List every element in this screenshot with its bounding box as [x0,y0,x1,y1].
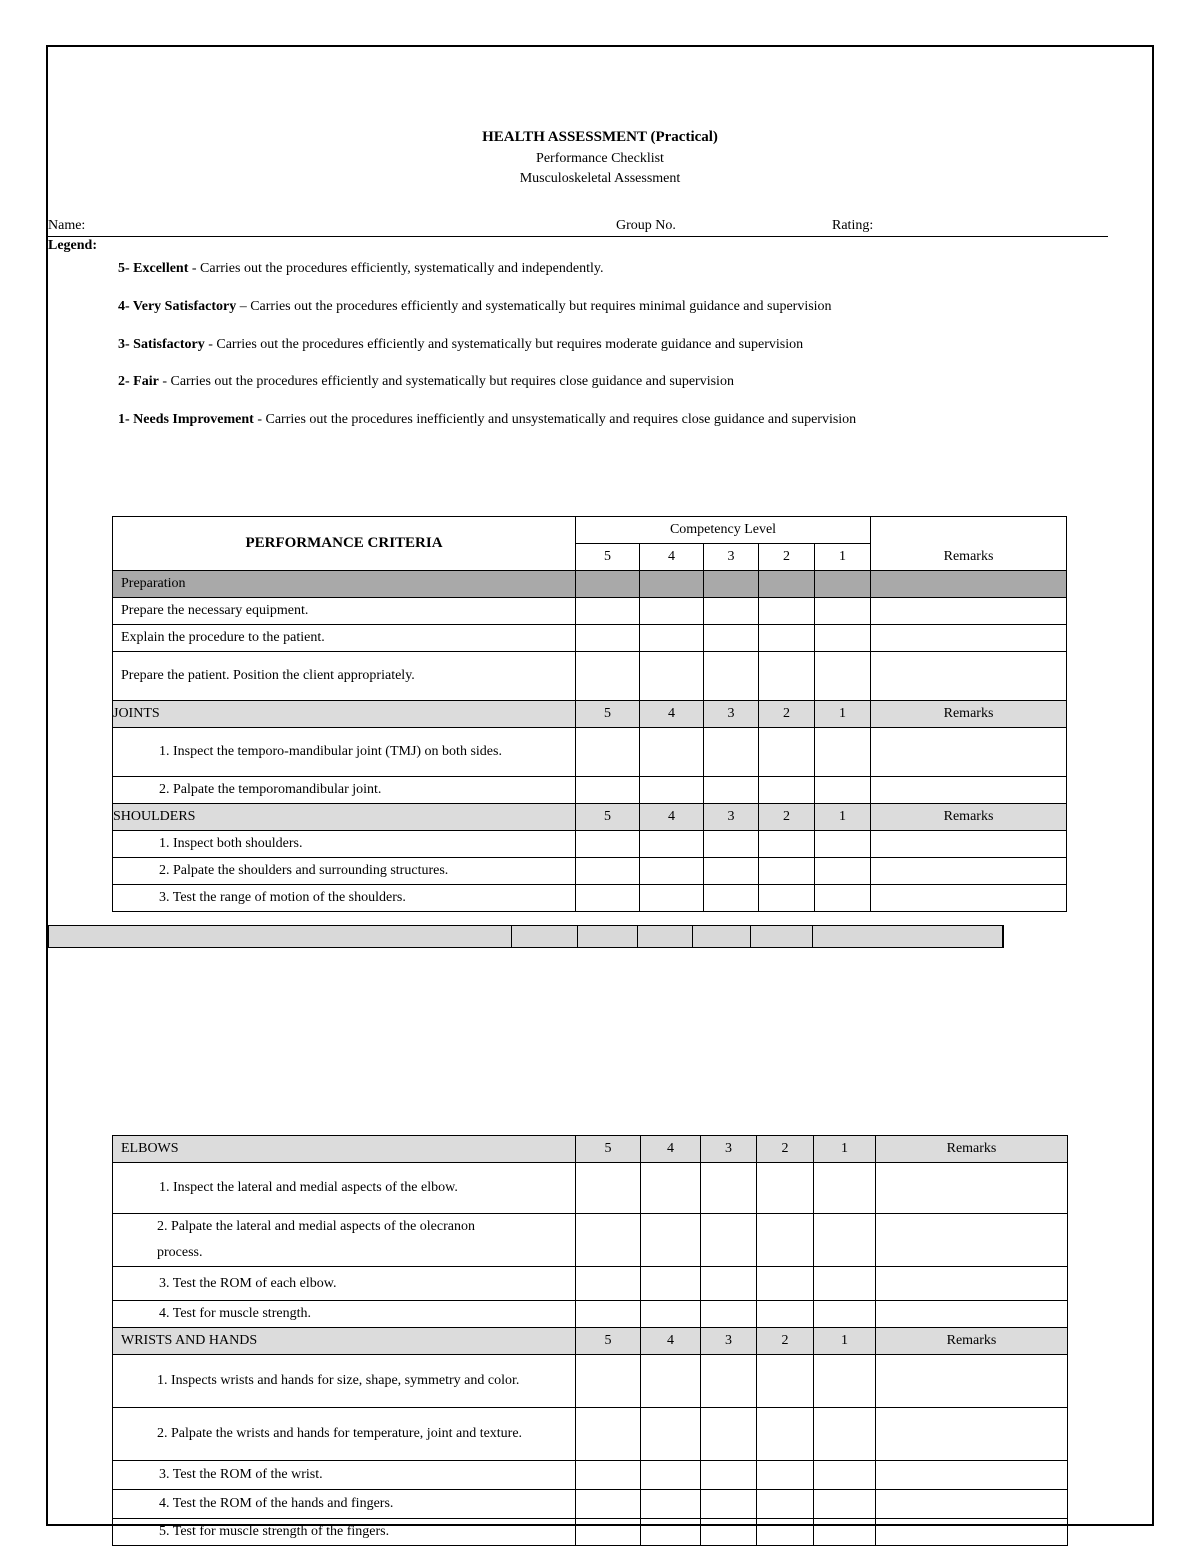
rating-cell[interactable] [576,858,640,885]
table-row [113,1267,1068,1301]
criteria-cell: 3. Test the ROM of the wrist. [113,1461,576,1490]
table-row [113,1355,1068,1408]
rating-cell[interactable] [576,1163,641,1214]
rating-cell[interactable] [576,777,640,804]
rating-cell[interactable] [640,831,704,858]
criteria-cell: 3. Test the ROM of each elbow. [113,1267,576,1301]
rating-cell[interactable] [814,1163,876,1214]
level-header: 4 [640,544,704,571]
rating-cell[interactable] [701,1214,757,1267]
rating-cell[interactable] [640,777,704,804]
table-row [113,1163,1068,1214]
table-row [113,1301,1068,1328]
level-header: 4 [640,701,704,728]
section-shoulders: SHOULDERS [113,804,576,831]
criteria-cell: 1. Inspect both shoulders. [113,831,576,858]
rating-cell[interactable] [814,1461,876,1490]
level-header: 5 [576,1136,641,1163]
checklist-table-2 [112,1135,1068,1546]
rating-cell[interactable] [701,1461,757,1490]
rating-cell[interactable] [815,728,871,777]
remarks-cell[interactable] [871,625,1067,652]
rating-cell[interactable] [704,652,759,701]
rating-cell[interactable] [576,885,640,912]
rating-cell[interactable] [814,1355,876,1408]
level-header: 5 [576,804,640,831]
rating-cell[interactable] [640,885,704,912]
level-header: 1 [815,544,871,571]
rating-cell[interactable] [814,1214,876,1267]
rating-cell[interactable] [757,1490,814,1519]
rating-cell[interactable] [576,652,640,701]
rating-cell[interactable] [814,1519,876,1546]
group-label: Group No. [616,218,676,233]
table-row [113,777,1067,804]
criteria-cell: 2. Palpate the lateral and medial aspects of the olecranon process. [113,1214,576,1267]
level-header: 4 [640,804,704,831]
level-header: 1 [815,701,871,728]
table-row [113,1519,1068,1546]
rating-cell[interactable] [759,598,815,625]
rating-cell[interactable] [704,598,759,625]
rating-cell[interactable] [576,1267,641,1301]
rating-cell[interactable] [641,1461,701,1490]
section-elbows: ELBOWS [113,1136,576,1163]
rating-cell[interactable] [640,652,704,701]
table-row [113,652,1067,701]
rating-cell[interactable] [701,1490,757,1519]
rating-cell[interactable] [641,1490,701,1519]
rating-cell[interactable] [701,1519,757,1546]
document-subtitle: Performance Checklist [536,151,664,166]
criteria-cell: 3. Test the range of motion of the shoulders. [113,885,576,912]
page-break-strip [48,925,1004,948]
remarks-cell[interactable] [871,598,1067,625]
remarks-cell[interactable] [876,1214,1068,1267]
remarks-cell[interactable] [871,777,1067,804]
table-row [113,728,1067,777]
rating-cell[interactable] [704,777,759,804]
rating-cell[interactable] [815,885,871,912]
rating-cell[interactable] [757,1461,814,1490]
remarks-header-blank [871,517,1067,544]
remarks-cell[interactable] [871,831,1067,858]
student-info-line [48,218,1108,237]
rating-cell[interactable] [815,652,871,701]
rating-cell[interactable] [704,625,759,652]
remarks-cell[interactable] [876,1519,1068,1546]
rating-cell[interactable] [759,831,815,858]
rating-cell[interactable] [576,1490,641,1519]
rating-cell[interactable] [701,1301,757,1328]
remarks-header: Remarks [871,701,1067,728]
rating-cell[interactable] [640,728,704,777]
level-header: 3 [704,544,759,571]
remarks-cell[interactable] [871,858,1067,885]
rating-cell[interactable] [759,625,815,652]
criteria-cell: 1. Inspect the temporo-mandibular joint (TMJ) on both sides. [113,728,576,777]
rating-cell[interactable] [641,1267,701,1301]
level-header: 3 [701,1328,757,1355]
level-header: 5 [576,544,640,571]
criteria-cell: 1. Inspects wrists and hands for size, shape, symmetry and color. [113,1355,576,1408]
remarks-cell[interactable] [871,885,1067,912]
remarks-cell[interactable] [876,1461,1068,1490]
rating-cell[interactable] [815,858,871,885]
rating-cell[interactable] [814,1408,876,1461]
rating-cell[interactable] [757,1519,814,1546]
rating-cell[interactable] [576,1214,641,1267]
level-header: 3 [704,804,759,831]
remarks-header: Remarks [871,544,1067,571]
remarks-cell[interactable] [876,1490,1068,1519]
rating-cell[interactable] [704,885,759,912]
rating-cell[interactable] [757,1214,814,1267]
legend-item: 3- Satisfactory - Carries out the procedures efficiently and systematically but requires moderate guidance and supervision [118,337,804,352]
rating-cell[interactable] [701,1163,757,1214]
section-joints: JOINTS [113,701,576,728]
criteria-cell: 4. Test for muscle strength. [113,1301,576,1328]
criteria-cell: 1. Inspect the lateral and medial aspects of the elbow. [113,1163,576,1214]
rating-cell[interactable] [704,858,759,885]
rating-cell[interactable] [704,831,759,858]
rating-cell[interactable] [640,598,704,625]
rating-cell[interactable] [815,598,871,625]
remarks-cell[interactable] [876,1408,1068,1461]
table-row [113,885,1067,912]
rating-cell[interactable] [641,1408,701,1461]
criteria-cell: 2. Palpate the shoulders and surrounding structures. [113,858,576,885]
rating-cell[interactable] [701,1355,757,1408]
rating-cell[interactable] [701,1408,757,1461]
rating-cell[interactable] [757,1408,814,1461]
legend-item: 4- Very Satisfactory – Carries out the procedures efficiently and systematically but requires minimal guidance and supervision [118,299,832,314]
rating-cell[interactable] [814,1301,876,1328]
rating-cell[interactable] [759,885,815,912]
rating-label: Rating: [832,218,874,233]
legend-item: 5- Excellent - Carries out the procedures efficiently, systematically and independently. [118,261,604,276]
table-row [113,831,1067,858]
remarks-cell[interactable] [871,728,1067,777]
table-row [113,1490,1068,1519]
rating-cell[interactable] [815,625,871,652]
remarks-header: Remarks [876,1328,1068,1355]
rating-cell[interactable] [576,1355,641,1408]
level-header: 2 [759,544,815,571]
table-row [113,625,1067,652]
remarks-cell[interactable] [871,652,1067,701]
rating-cell[interactable] [757,1267,814,1301]
rating-cell[interactable] [641,1355,701,1408]
rating-cell[interactable] [759,728,815,777]
remarks-header: Remarks [871,804,1067,831]
document-title: HEALTH ASSESSMENT (Practical) [482,129,718,145]
criteria-cell: Prepare the necessary equipment. [113,598,576,625]
level-header: 1 [814,1136,876,1163]
rating-cell[interactable] [576,831,640,858]
level-header: 3 [704,701,759,728]
criteria-cell: Prepare the patient. Position the client appropriately. [113,652,576,701]
criteria-cell: Explain the procedure to the patient. [113,625,576,652]
rating-cell[interactable] [757,1355,814,1408]
rating-cell[interactable] [576,1519,641,1546]
remarks-header: Remarks [876,1136,1068,1163]
criteria-cell: 2. Palpate the temporomandibular joint. [113,777,576,804]
rating-cell[interactable] [576,598,640,625]
level-header: 1 [815,804,871,831]
rating-cell[interactable] [759,652,815,701]
section-wrists-hands: WRISTS AND HANDS [113,1328,576,1355]
remarks-cell[interactable] [876,1301,1068,1328]
rating-cell[interactable] [576,1461,641,1490]
remarks-cell[interactable] [876,1163,1068,1214]
rating-cell[interactable] [640,858,704,885]
level-header: 2 [757,1136,814,1163]
rating-cell[interactable] [641,1163,701,1214]
table-row [113,1214,1068,1267]
rating-cell[interactable] [757,1163,814,1214]
level-header: 1 [814,1328,876,1355]
rating-cell[interactable] [641,1301,701,1328]
criteria-header: PERFORMANCE CRITERIA [113,517,576,571]
table-row [113,858,1067,885]
legend-title: Legend: [48,238,97,253]
document-subtitle-2: Musculoskeletal Assessment [519,171,681,186]
rating-cell[interactable] [815,777,871,804]
rating-cell[interactable] [701,1267,757,1301]
checklist-table-1 [112,516,1067,912]
rating-cell[interactable] [576,1301,641,1328]
rating-cell[interactable] [814,1490,876,1519]
criteria-cell: 4. Test the ROM of the hands and fingers. [113,1490,576,1519]
rating-cell[interactable] [704,728,759,777]
legend-item: 2- Fair - Carries out the procedures efficiently and systematically but requires close guidance and supervision [118,374,734,389]
rating-cell[interactable] [759,858,815,885]
table-row [113,1461,1068,1490]
level-header: 4 [641,1136,701,1163]
level-header: 4 [641,1328,701,1355]
level-header: 3 [701,1136,757,1163]
rating-cell[interactable] [640,625,704,652]
rating-cell[interactable] [576,1408,641,1461]
rating-cell[interactable] [576,625,640,652]
table-row [113,598,1067,625]
level-header: 5 [576,1328,641,1355]
rating-cell[interactable] [759,777,815,804]
table-row [113,1408,1068,1461]
criteria-cell: 5. Test for muscle strength of the fingers. [113,1519,576,1546]
rating-cell[interactable] [641,1214,701,1267]
criteria-cell: 2. Palpate the wrists and hands for temperature, joint and texture. [113,1408,576,1461]
name-label: Name: [48,218,86,233]
legend-item: 1- Needs Improvement - Carries out the procedures inefficiently and unsystematically and requires close guidance and supervision [118,412,857,427]
rating-cell[interactable] [815,831,871,858]
remarks-cell[interactable] [876,1355,1068,1408]
remarks-cell[interactable] [876,1267,1068,1301]
level-header: 5 [576,701,640,728]
section-preparation: Preparation [113,571,576,598]
level-header: 2 [759,804,815,831]
level-header: 2 [757,1328,814,1355]
rating-cell[interactable] [641,1519,701,1546]
rating-cell[interactable] [576,728,640,777]
rating-cell[interactable] [814,1267,876,1301]
rating-cell[interactable] [757,1301,814,1328]
level-header: 2 [759,701,815,728]
competency-header: Competency Level [576,517,871,544]
